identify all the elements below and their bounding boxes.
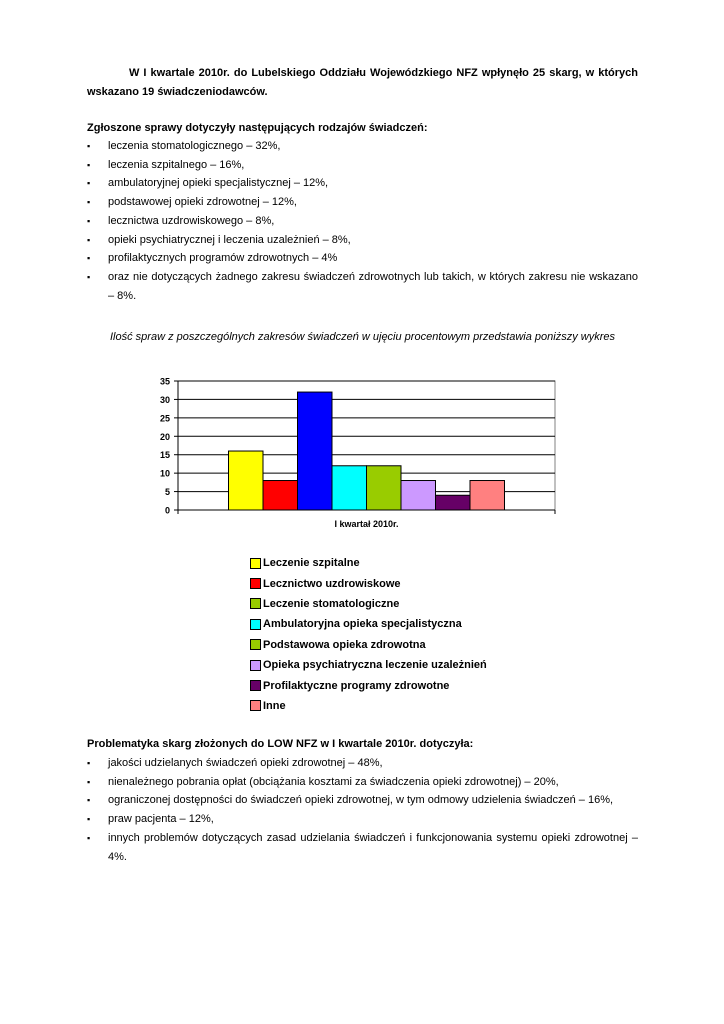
bullet-icon: ▪ — [87, 271, 91, 282]
bullet-icon: ▪ — [87, 141, 91, 151]
bar — [470, 481, 505, 510]
bar — [298, 392, 333, 510]
list-item: ▪ innych problemów dotyczących zasad udzielania świadczeń i funkcjonowania systemu opieki zdrowotnej – 4%. — [87, 829, 638, 866]
legend-swatch — [250, 680, 261, 691]
list-item: ▪ ambulatoryjnej opieki specjalistycznej – 12%, — [87, 174, 638, 193]
y-tick-label: 30 — [159, 394, 170, 405]
legend-swatch — [250, 558, 261, 569]
chart-legend — [250, 553, 487, 716]
y-tick-label: 35 — [159, 376, 170, 387]
y-tick-label: 20 — [159, 431, 170, 442]
bar — [401, 481, 436, 510]
chart-caption: Ilość spraw z poszczególnych zakresów świadczeń w ujęciu procentowym przedstawia poniższy wykres — [110, 331, 615, 343]
legend-label: Ambulatoryjna opieka specjalistyczna — [263, 618, 462, 631]
list-item: ▪ podstawowej opieki zdrowotnej – 12%, — [87, 193, 638, 212]
legend-entry — [250, 614, 487, 634]
list-item: ▪ opieki psychiatrycznej i leczenia uzależnień – 8%, — [87, 231, 638, 250]
list-item: ▪ oraz nie dotyczących żadnego zakresu świadczeń zdrowotnych lub takich, w których zakresu nie wskazano – 8%. — [87, 268, 638, 305]
legend-label: Leczenie szpitalne — [263, 557, 360, 570]
bullet-icon: ▪ — [87, 758, 91, 768]
bar — [229, 451, 264, 510]
bullet-icon: ▪ — [87, 215, 91, 226]
section2-heading: Problematyka skarg złożonych do LOW NFZ w I kwartale 2010r. dotyczyła: — [87, 738, 474, 750]
legend-entry — [250, 573, 487, 593]
bullet-icon: ▪ — [87, 776, 91, 787]
bullet-icon: ▪ — [87, 253, 91, 264]
bar — [367, 466, 402, 510]
legend-label: Lecznictwo uzdrowiskowe — [263, 577, 401, 590]
bullet-icon: ▪ — [87, 178, 91, 189]
x-tick-label: I kwartał 2010r. — [334, 519, 399, 529]
list-item: ▪ leczenia szpitalnego – 16%, — [87, 156, 638, 175]
list-item: ▪ ograniczonej dostępności do świadczeń opieki zdrowotnej, w tym odmowy udzielenia świadczeń – 16%, — [87, 791, 638, 810]
legend-label: Podstawowa opieka zdrowotna — [263, 638, 426, 651]
section1-heading: Zgłoszone sprawy dotyczyły następujących rodzajów świadczeń: — [87, 122, 428, 134]
bar — [332, 466, 367, 510]
list-item: ▪ leczenia stomatologicznego – 32%, — [87, 137, 638, 156]
y-tick-label: 0 — [164, 505, 170, 516]
list-item: ▪ jakości udzielanych świadczeń opieki zdrowotnej – 48%, — [87, 754, 638, 773]
bullet-icon: ▪ — [87, 159, 91, 170]
list-item: ▪ praw pacjenta – 12%, — [87, 810, 638, 829]
legend-label: Opieka psychiatryczna leczenie uzależnień — [263, 659, 487, 672]
legend-entry — [250, 594, 487, 614]
bar — [436, 495, 471, 510]
y-tick-label: 15 — [159, 450, 170, 461]
section2-list — [87, 754, 638, 866]
legend-swatch — [250, 639, 261, 650]
legend-entry — [250, 675, 487, 695]
y-tick-label: 5 — [164, 487, 170, 498]
y-tick-label: 25 — [159, 413, 170, 424]
legend-entry — [250, 696, 487, 716]
bullet-icon: ▪ — [87, 234, 91, 245]
legend-swatch — [250, 619, 261, 630]
y-tick-label: 10 — [159, 468, 170, 479]
legend-entry — [250, 655, 487, 675]
legend-swatch — [250, 660, 261, 671]
bullet-icon: ▪ — [87, 832, 91, 843]
legend-label: Leczenie stomatologiczne — [263, 597, 400, 610]
legend-swatch — [250, 578, 261, 589]
legend-entry — [250, 553, 487, 573]
bullet-icon: ▪ — [87, 814, 91, 825]
legend-swatch — [250, 598, 261, 609]
legend-entry — [250, 635, 487, 655]
bullet-icon: ▪ — [87, 197, 91, 208]
legend-label: Profilaktyczne programy zdrowotne — [263, 679, 450, 692]
bar — [263, 481, 298, 510]
list-item: ▪ nienależnego pobrania opłat (obciążania kosztami za świadczenia opieki zdrowotnej) – 20%, — [87, 773, 638, 792]
intro-paragraph: W I kwartale 2010r. do Lubelskiego Oddziału Wojewódzkiego NFZ wpłynęło 25 skarg, w których wskazano 19 świadczeniodawców. — [87, 67, 638, 98]
legend-swatch — [250, 700, 261, 711]
bullet-icon: ▪ — [87, 795, 91, 806]
list-item: ▪ profilaktycznych programów zdrowotnych – 4% — [87, 249, 638, 268]
list-item: ▪ lecznictwa uzdrowiskowego – 8%, — [87, 212, 638, 231]
legend-label: Inne — [263, 699, 286, 712]
